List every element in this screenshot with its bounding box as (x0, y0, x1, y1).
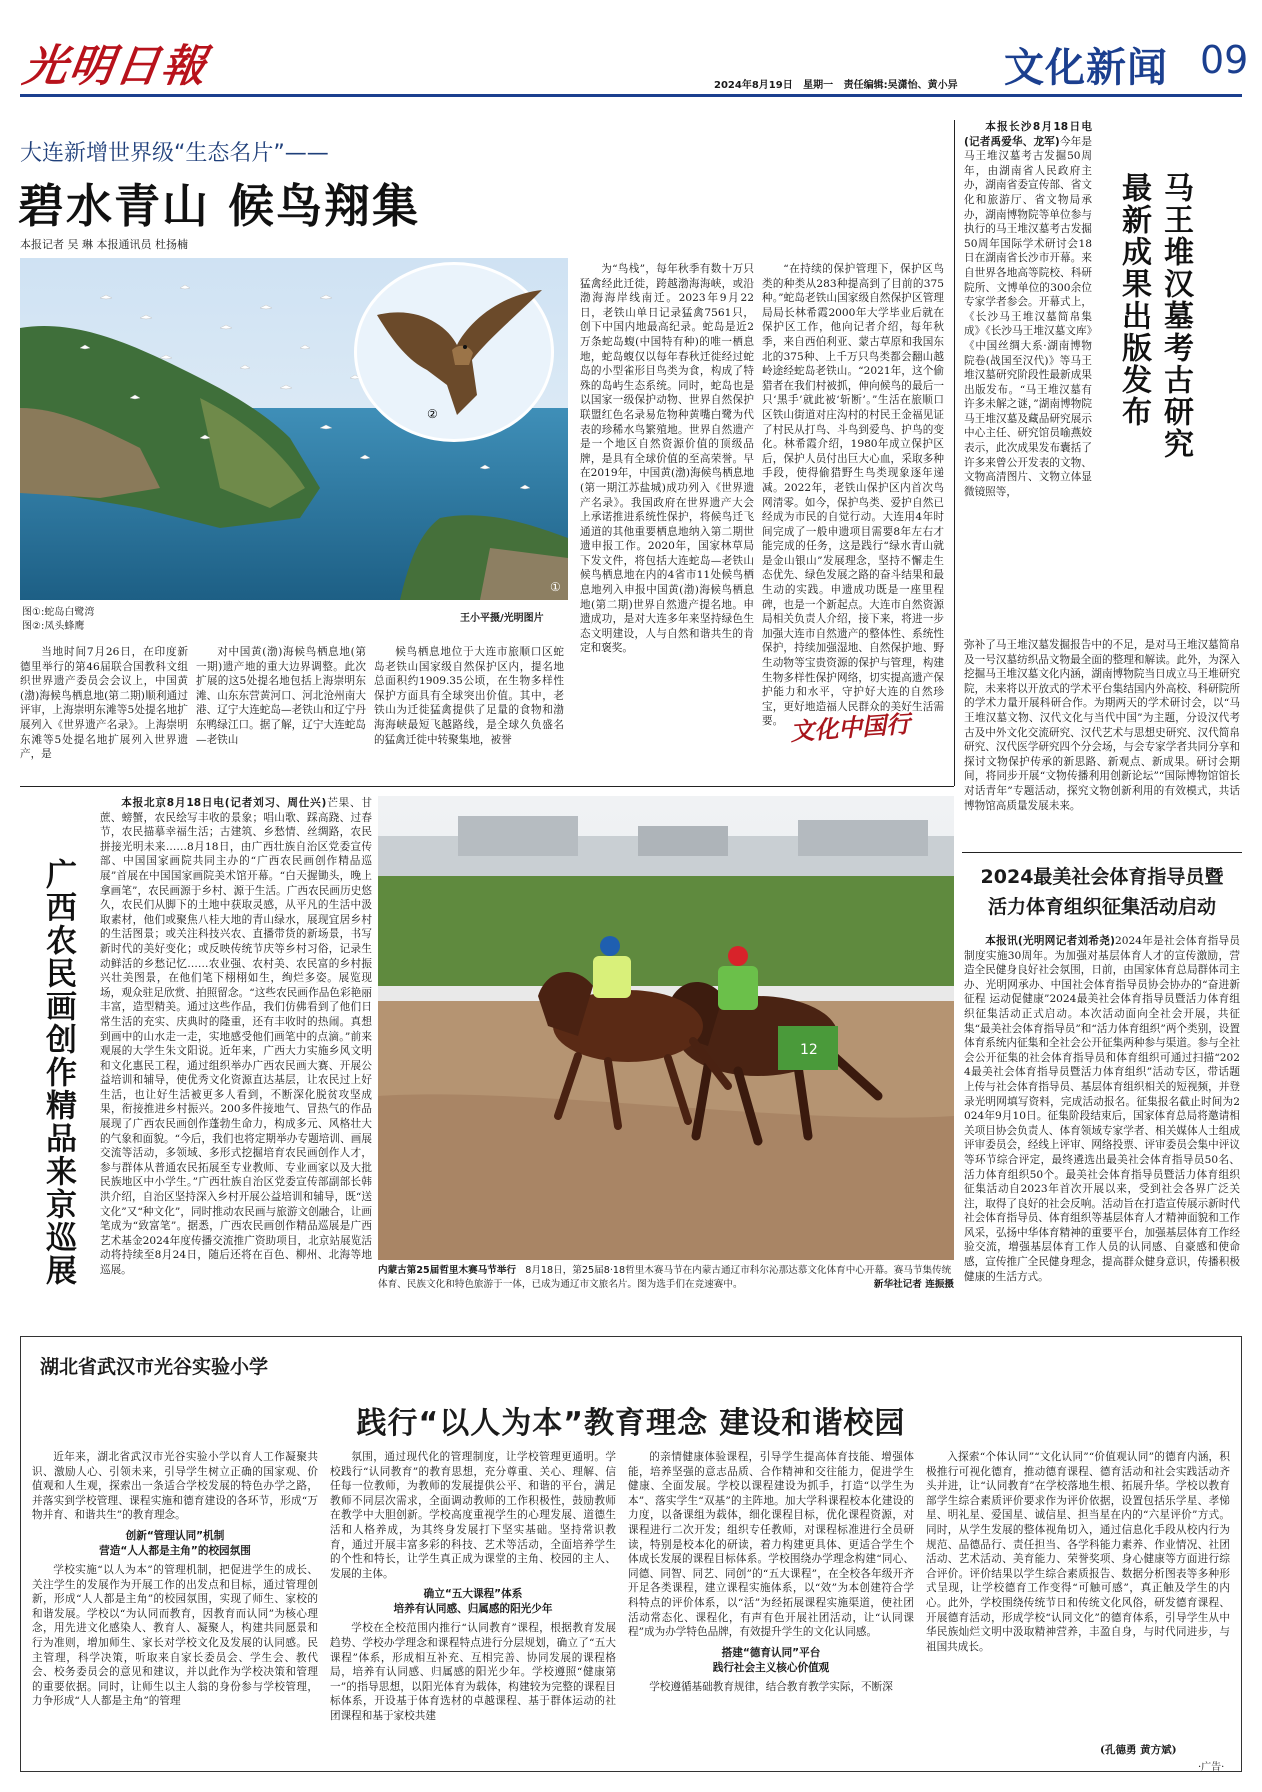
a2-lead-text: 今年是马王堆汉墓考古发掘50周年，由湖南省人民政府主办，湖南省委宣传部、省文化和旅游厅、省文物局承办，湖南博物院等单位参与执行的马王堆汉墓考古发掘50周年国际学术研讨会18日在湖南省长沙市开幕。来自世界各地高等院校、科研院所、文博单位的300余位专家学者参会。开幕式上，《长沙马王堆汉墓简帛集成》《长沙马王堆汉墓文库》《中国丝绸大系·湖南博物院卷(战国至汉代)》等马王堆汉墓研究阶段性最新成果出版发布。“马王堆汉墓有许多未解之谜，”湖南博物院马王堆汉墓及藏品研究展示中心主任、研究馆员喻燕姣表示，此次成果发布囊括了许多来曾公开发表的文物、文物高清图片、文物立体显微镜照等， (964, 135, 1093, 498)
rule-col-a1-right (954, 120, 955, 786)
horse-race-scene (378, 796, 954, 1260)
a1-caption-2: 图②:凤头蜂鹰 (22, 621, 85, 632)
a3-body (100, 796, 372, 1324)
eagle-inset (354, 262, 554, 442)
a1-col1 (20, 645, 188, 781)
marker-1: ① (550, 580, 561, 594)
a5-p4: 学校在全校范围内推行“认同教育”课程，根据教育发展趋势、学校办学理念和课程特点进行分层规划，确立了“五大课程”体系，形成相互补充、互相完善、协同发展的课程格局，培养有认同感、归属感的阳光少年。学校遵照“健康第一”的指导思想，以阳光体育为载体，构建较为完整的课程目标体系，开设基于体育选材的卓越课程、基于群体运动的社团课程和基于家校共建 (330, 1622, 616, 1722)
a5-p7: 入探索“个体认同”“文化认同”“价值观认同”的德育内涵，积极推行可视化德育，推动德育课程、德育活动和社会实践活动齐头并进，让“认同教育”在学校落地生根、拓展升华。学校以教育部学生综合素质评价要求作为评价依据，设置包括乐学星、孝悌星、明礼星、爱国星、诚信星、担当星在内的“六星评价”方式。同时，从学生发展的整体视角切入，通过信息化手段从校内行为规范、品德品行、责任担当、各学科能力素养、作业情况、社团活动、艺术活动、美育能力、荣誉奖项、身心健康等方面进行综合评价。评价结果以学生综合素质报告、数据分析图表等多种形式呈现，让学校德育工作变得“可触可感”，真正触及学生的内心。此外，学校围绕传统节日和传统文化风俗，研发德育课程、开展德育活动，形成学校“认同文化”的德育体系，引导学生从中华民族灿烂文明中汲取精神营养，丰盈自身，与时代同进步，与祖国共成长。 (926, 1451, 1230, 1653)
a5-sub3-l1: 搭建“德育认同”平台 (721, 1646, 821, 1659)
a5-p1: 近年来，湖北省武汉市光谷实验小学以育人工作凝聚共识、激励人心、引领未来，引导学生树立正确的国家观、价值观和人生观，探索出一条适合学校发展的特色办学之路，并落实到学校管理、课程实施和德育建设的各环节，形成“万物并育、和谐共生”的教育理念。 (32, 1451, 318, 1522)
photo2-caption-text: 8月18日，第25届8·18哲里木赛马节在内蒙古通辽市科尔沁那达慕文化体育中心开幕。赛马节集传统体育、民族文化和特色旅游于一体，已成为通辽市文旅名片。图为选手们在竞速赛中。 (378, 1265, 952, 1290)
a5-col4 (926, 1450, 1230, 1740)
a2-title (1112, 172, 1196, 612)
a4-lead-bold: 本报讯(光明网记者刘希尧) (985, 935, 1115, 947)
a2-title-l1: 马王堆汉墓考古研究 (1158, 172, 1193, 460)
rule-below-a2 (962, 852, 1242, 853)
a2-lead (964, 120, 1092, 636)
a1-col1-text: 当地时间7月26日，在印度新德里举行的第46届联合国教科文组织世界遗产委员会会议上，中国黄(渤)海候鸟栖息地(第二期)顺利通过评审，上海崇明东滩等5处提名地扩展列入《世界遗产名录》。上海崇明东滩等5处提名地扩展列入世界遗产，是 (20, 646, 188, 761)
a5-p6: 学校遵循基础教育规律，结合教育教学实际，不断深 (649, 1680, 893, 1693)
a5-col1 (32, 1450, 318, 1762)
a2-title-l2: 最新成果出版发布 (1116, 172, 1151, 428)
a1-title: 碧水青山 候鸟翔集 (18, 179, 421, 233)
a5-authors: (孔德勇 黄方斌) (1100, 1744, 1177, 1756)
a5-p3: 氛围，通过现代化的管理制度，让学校管理更通明。学校践行“认同教育”的教育思想，充分尊重、关心、理解、信任每一位教师，为教师的发展提供公平、和谐的平台，满足教师不同层次需求，全面调动教师的工作积极性，鼓励教师在教学中大胆创新。学校高度重视学生的心理发展、道德生活和人格养成，为其终身发展打下坚实基础。坚持常识教育，通过开展丰富多彩的科技、艺术等活动，全面培养学生的个性和特长，让学生真正成为课堂的主角、校园的主人、发展的主体。 (330, 1451, 616, 1580)
a5-sub2-l1: 确立“五大课程”体系 (423, 1588, 523, 1601)
a5-kicker: 湖北省武汉市光谷实验小学 (40, 1356, 269, 1378)
a5-p5: 的亲情健康体验课程，引导学生提高体育技能、增强体能，培养坚强的意志品质、合作精神和交往能力，促进学生健康、全面发展。学校以课程建设为抓手，打造“以学生为本”、落实学生“双基”的主阵地。加大学科课程校本化建设的力度，以备课组为载体，细化课程目标，优化课程资源，对课程进行二次开发；组织专任教师，对课程标准进行全员研读，特别是校本化的研读，着力构建更具体、更适合学生个体成长发展的课程目标体系。学校围绕办学理念构建“同心、同德、同智、同艺、同创”的“五大课程”，在全校各年级开齐开足各类课程，建立课程实施体系，以“效”为本创建符合学科特点的评价体系，以“活”为经拓展课程实施渠道，使社团活动常态化、课程化，有声有色开展社团活动，让“认同课程”成为办学特色品牌，有效提升学生的文化认同感。 (628, 1451, 914, 1639)
a5-ad-label: ·广告· (1198, 1762, 1225, 1773)
a1-photo-island (20, 258, 568, 600)
a1-credit: 王小平摄/光明图片 (460, 613, 544, 624)
a1-col3 (374, 645, 564, 781)
a3-lead-bold: 本报北京8月18日电(记者刘习、周仕兴) (121, 797, 327, 809)
masthead-rule (20, 94, 1242, 97)
a1-col2 (196, 645, 366, 781)
issue-editors: 责任编辑:吴潇怡、黄小异 (843, 80, 958, 91)
a1-caption-1: 图①:蛇岛白鹭湾 (22, 607, 95, 618)
horse-photo-caption (378, 796, 379, 797)
a4-title-l1: 2024最美社会体育指导员暨 (980, 866, 1224, 888)
race-bib: 12 (800, 1042, 818, 1058)
a1-kicker: 大连新增世界级“生态名片”—— (20, 141, 329, 166)
a4-title (962, 862, 1242, 922)
a5-sub3 (628, 1646, 914, 1676)
a4-body (964, 934, 1240, 1324)
a5-sub3-l2: 践行社会主义核心价值观 (712, 1661, 830, 1674)
a5-sub2 (330, 1587, 616, 1617)
photo2-credit: 新华社记者 连振摄 (873, 1279, 954, 1290)
a5-sub1 (32, 1529, 318, 1559)
photo2-caption (378, 1264, 954, 1292)
eagle-illustration (357, 265, 557, 445)
issue-weekday: 星期一 (803, 80, 834, 91)
culture-china-stamp: 文化中国行 (789, 708, 912, 747)
a1-col3-text: 候鸟栖息地位于大连市旅顺口区蛇岛老铁山国家级自然保护区内，提名地总面积约1909.35公顷，在生物多样性保护方面具有全球突出价值。其中，老铁山为迁徙猛禽提供了足量的食物和渤海海峡最短飞越路线，是全球久负盛名的猛禽迁徙中转聚集地，被誉 (374, 646, 564, 746)
a5-sub2-l2: 培养有认同感、归属感的阳光少年 (393, 1603, 553, 1616)
a1-byline: 本报记者 吴 琳 本报通讯员 杜扬楠 (20, 238, 188, 251)
rule-below-a1 (20, 786, 954, 787)
page-number: 09 (1200, 38, 1249, 82)
a1-col4 (580, 262, 754, 780)
a3-body-text: 芒果、甘蔗、螃蟹，农民绘写丰收的景象；唱山歌、踩高跷、过春节，农民描摹幸福生活；古建筑、乡愁情、丝绸路，农民拼接光明未来……8月18日，由广西壮族自治区党委宣传部、中国国家画院共同主办的“广西农民画创作精品巡展”首展在中国国家画院美术馆开幕。“白天握锄头，晚上拿画笔”，农民画源于乡村、源于生活。广西农民画历史悠久，农民们从脚下的土地中获取灵感，从平凡的生活中汲取素材，他们或聚焦八桂大地的青山绿水，展现宜居乡村的生活图景；或关注科技兴农、直播带货的新场景，书写新时代的美好变化；或反映传统节庆等乡村习俗，记录生动鲜活的乡愁记忆……农业强、农村美、农民富的乡村振兴壮美图景，在他们笔下栩栩如生，绚烂多姿。展览现场，观众驻足欣赏、拍照留念。“这些农民画作品色彩艳丽丰富，造型精美。通过这些作品，我们仿佛看到了他们日常生活的充实、庆典时的隆重，还有丰收时的热闹。真想到画中的山水走一走，实地感受他们画笔中的点滴。”前来观展的大学生朱文阳说。近年来，广西大力实施乡风文明和文化惠民工程，通过组织举办广西农民画大赛、开展公益培训和辅导，使优秀文化资源直达基层，让农民过上好生活，也让好生活被更多人看到，不断深化脱贫攻坚成果，衔接推进乡村振兴。200多件接地气、冒热气的作品展现了广西农民画创作蓬勃生命力，构成多元、风格壮大的气象和面貌。“今后，我们也将定期举办专题培训、画展交流等活动，多领域、多形式挖掘培育农民画创作人才，参与群体从普通农民拓展至专业教师、专业画家以及大批民族地区中小学生。”广西壮族自治区党委宣传部副部长韩洪介绍，自治区坚持深入乡村开展公益培训和辅导，既“送文化”又“种文化”，同时推动农民画与旅游文创融合，让画笔成为“致富笔”。据悉，广西农民画创作精品巡展是广西艺术基金2024年度传播交流推广资助项目，北京站展览活动将持续至8月24日，随后还将在百色、柳州、北海等地巡展。 (100, 797, 373, 1276)
horse-race-photo (378, 796, 954, 1260)
a2-lead-bold: 本报长沙8月18日电(记者禹爱华、龙军) (964, 121, 1092, 148)
a5-sub1-l1: 创新“管理认同”机制 (125, 1529, 225, 1542)
a5-sub1-l2: 营造“人人都是主角”的校园氛围 (99, 1544, 251, 1557)
a5-col2 (330, 1450, 616, 1762)
newspaper-logo: 光明日報 (19, 41, 211, 92)
a5-title: 践行“以人为本”教育理念 建设和谐校园 (356, 1406, 906, 1441)
a2-body-text: 弥补了马王堆汉墓发掘报告中的不足，是对马王堆汉墓简帛及一号汉墓纺织品文物最全面的整理和解读。此外，为深入挖掘马王堆汉墓文化内涵，湖南博物院当日成立马王堆研究院，未来将以开放式的学术平台集结国内外高校、科研院所的学术力量开展科研合作。为期两天的学术研讨会，以“马王堆汉墓文物、汉代文化与当代中国”为主题，分设汉代考古及中外文化交流研究、汉代艺术与思想史研究、汉代简帛研究、汉代医学研究四个分会场，与会专家学者共同分享和探讨文物保护传承的新思路、新观点、新成果。研讨会期间，将同步开展“文物传播利用创新论坛”“国际博物馆馆长对话青年”专题活动，探究文物创新利用的有效模式，共话博物馆高质量发展未来。 (964, 639, 1240, 812)
masthead (0, 0, 1262, 96)
a4-title-l2: 活力体育组织征集活动启动 (987, 896, 1216, 918)
photo2-caption-bold: 内蒙古第25届哲里木赛马节举行 (378, 1265, 517, 1276)
a1-col5-text: “在持续的保护管理下，保护区鸟类的种类从283种提高到了目前的375种。”蛇岛老铁山国家级自然保护区管理局局长林希霞2000年大学毕业后就在保护区工作，他向记者介绍，每年秋季，来自西伯利亚、蒙古草原和我国东北的375种、上千万只鸟类都会翻山越岭途经蛇岛老铁山。“2021年，这个偷猎者在我们村被抓，伸向候鸟的最后一只‘黑手’就此被‘斩断’。”生活在旅顺口区铁山街道对庄沟村的村民王金福见证了村民从打鸟、斗鸟到爱鸟、护鸟的变化。林希霞介绍，1980年成立保护区后，保护人员付出巨大心血，采取多种手段，使得偷猎野生鸟类现象逐年递减。2022年，老铁山保护区内首次鸟网清零。如今，保护鸟类、爱护自然已经成为市民的自觉行动。大连用4年时间完成了一般申遗项目需要8年左右才能完成的任务，这是践行“绿水青山就是金山银山”发展理念，坚持不懈走生态优先、绿色发展之路的奋斗结果和最生动的实践。申遗成功既是一座里程碑，也是一个新起点。大连市自然资源局相关负责人介绍，接下来，将进一步加强大连市自然遗产的整体性、系统性保护，持续加强湿地、自然保护地、野生动物等宝贵资源的保护与管理，构建生物多样性保护网络，切实提高遗产保护能力和水平，守护好大连的自然珍宝，更好地造福人民群众的美好生活需要。 (762, 263, 944, 728)
a1-col4-text: 为“鸟栈”，每年秋季有数十万只猛禽经此迁徙，跨越渤海海峡，或沿渤海海岸线南迁。2023年9月22日，老铁山单日记录猛禽7561只，创下中国内地最高纪录。蛇岛是近2万条蛇岛蝮(中国特有种)的唯一栖息地，蛇岛蝮仅以每年春秋迁徙经过蛇岛的小型雀形目鸟类为食，构成了特殊的岛屿生态系统。同时，蛇岛也是以国家一级保护动物、世界自然保护联盟红色名录易危物种黄嘴白鹭为代表的珍稀水鸟繁殖地。世界自然遗产是一个地区自然资源价值的顶级品牌，是具有全球价值的至高荣誉。早在2019年，中国黄(渤)海候鸟栖息地(第一期江苏盐城)成功列入《世界遗产名录》。我国政府在世界遗产大会上承诺推进系统性保护，将候鸟迁飞通道的其他重要栖息地纳入第二期世遗申报工作。2020年，国家林草局下发文件，将包括大连蛇岛—老铁山候鸟栖息地在内的4省市11处候鸟栖息地列入申报中国黄(渤)海候鸟栖息地(第二期)世界自然遗产提名地。申遗成功，是对大连多年来坚持绿色生态文明建设，人与自然和谐共生的肯定和褒奖。 (580, 263, 754, 655)
a5-p2: 学校实施“以人为本”的管理机制，把促进学生的成长、关注学生的发展作为开展工作的出发点和目标，通过管理创新，形成“人人都是主角”的校园氛围，实现了师生、家校的和谐发展。学校以“为认同而教育，因教育而认同”为核心理念，用先进文化感染人、教育人、凝聚人，构建共同愿景和行为准则，增加师生、家长对学校文化及发展的认同感。民主管理，科学决策，听取来自家长委员会、学生会、教代会、校务委员会的意见和建议，并以此作为学校决策和管理的重要依据。同时，让师生以主人翁的身份参与学校管理，力争形成“人人都是主角”的管理 (32, 1563, 318, 1708)
a5-col3 (628, 1450, 914, 1762)
a4-body-text: 2024年是社会体育指导员制度实施30周年。为加强对基层体育人才的宣传激励，营造全民健身良好社会氛围，日前，由国家体育总局群体司主办、光明网承办、中国社会体育指导员协会协办的“奋进新征程 运动促健康”2024最美社会体育指导员暨活力体育组织征集活动正式启动。本次活动面向全社会开展，共征集“最美社会体育指导员”和“活力体育组织”两个类别，设置体育系统内征集和全社会公开征集两种参与渠道。参与全社会公开征集的社会体育指导员和体育组织可通过扫描“2024最美社会体育指导员暨活力体育组织”活动专区，带话题上传与社会体育指导员、基层体育组织相关的短视频，并登录光明网填写资料，完成活动报名。征集报名截止时间为2024年9月10日。征集阶段结束后，国家体育总局将邀请相关项目协会负责人、体育领域专家学者、相关媒体人士组成评审委员会，经线上评审、网络投票、评审委员会集中评议等环节综合评定，最终遴选出最美社会体育指导员50名、活力体育组织50个。最美社会体育指导员暨活力体育组织征集活动自2023年首次开展以来，受到社会各界广泛关注，取得了良好的社会反响。活动旨在打造宣传展示新时代社会体育指导员、体育组织等基层体育人才精神面貌和工作风采，弘扬中华体育精神的重要平台，加强基层体育工作经验交流，增强基层体育工作人员的认同感、自豪感和使命感，宣传推广全民健身理念，提高群众健身意识，传播积极健康的生活方式。 (964, 935, 1240, 1283)
issue-info (714, 76, 958, 91)
a3-title: 广西农民画创作精品来京巡展 (40, 858, 76, 1287)
a2-body (964, 638, 1240, 850)
issue-date: 2024年8月19日 (714, 80, 793, 91)
section-title: 文化新闻 (1004, 45, 1168, 91)
marker-2: ② (427, 407, 438, 421)
a1-col2-text: 对中国黄(渤)海候鸟栖息地(第一期)遗产地的重大边界调整。此次扩展的这5处提名地包括上海崇明东滩、山东东营黄河口、河北沧州南大港、辽宁大连蛇岛—老铁山和辽宁丹东鸭绿江口。据了解，辽宁大连蛇岛—老铁山 (196, 646, 366, 746)
